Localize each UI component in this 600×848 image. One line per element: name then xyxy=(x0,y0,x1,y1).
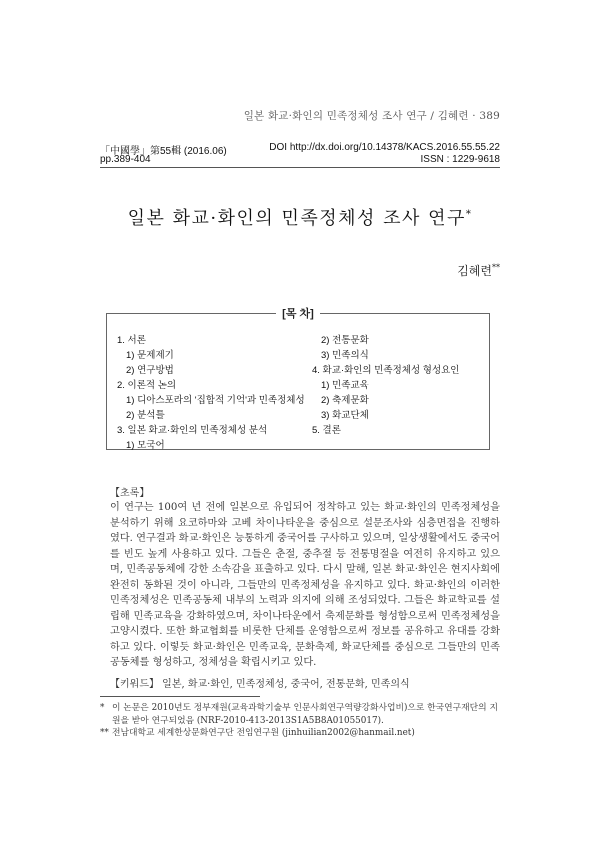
toc-item: 4. 화교·화인의 민족정체성 형성요인 xyxy=(312,365,460,376)
paper-title-text: 일본 화교·화인의 민족정체성 조사 연구 xyxy=(127,208,466,229)
toc-item: 1) 문제제기 xyxy=(126,350,174,361)
toc-item: 2) 연구방법 xyxy=(126,365,174,376)
footnote-author-affiliation xyxy=(100,727,500,740)
toc-item: 2) 축제문화 xyxy=(321,395,369,406)
toc-item: 3. 일본 화교·화인의 민족정체성 분석 xyxy=(117,425,268,436)
toc-item: 1) 민족교육 xyxy=(321,380,369,391)
toc-item: 3) 민족의식 xyxy=(321,350,369,361)
footnote-text: 원을 받아 연구되었음 (NRF-2010-413-2013S1A5B8A01055017). xyxy=(112,715,384,726)
toc-item: 1. 서론 xyxy=(117,335,146,346)
doi-link[interactable]: DOI http://dx.doi.org/10.14378/KACS.2016.55.55.22 xyxy=(269,142,500,153)
footnote-text: 전남대학교 세계한상문화연구단 전임연구원 (jinhuilian2002@hanmail.net) xyxy=(112,728,415,738)
title-footnote-mark[interactable]: * xyxy=(465,209,473,220)
abstract-label: 【초록】 xyxy=(110,488,150,499)
toc-item: 5. 결론 xyxy=(312,425,341,436)
toc-item: 3) 화교단체 xyxy=(321,410,369,421)
author-footnote-mark[interactable]: ** xyxy=(492,263,500,272)
toc-item: 2. 이론적 논의 xyxy=(117,380,177,391)
journal-meta-row-2 xyxy=(100,154,500,165)
toc-heading: [목 차] xyxy=(107,305,489,321)
footnote-mark: ** xyxy=(100,728,109,738)
toc-item: 1) 디아스포라의 '집합적 기억'과 민족정체성 xyxy=(126,395,305,406)
meta-divider xyxy=(100,167,500,168)
running-header: 일본 화교·화인의 민족정체성 조사 연구 / 김혜련 · 389 xyxy=(243,110,500,122)
paper-title xyxy=(0,204,600,230)
keywords: 【키워드】 일본, 화교·화인, 민족정체성, 중국어, 전통문화, 민족의식 xyxy=(110,679,410,690)
toc-item: 1) 모국어 xyxy=(126,440,165,451)
toc-item: 2) 분석틀 xyxy=(126,410,165,421)
toc-right-column xyxy=(312,333,487,438)
footnote-text: 이 논문은 2010년도 정부재원(교육과학기술부 인문사회연구역량강화사업비)으로 한국연구재단의 지 xyxy=(112,703,498,713)
toc-left-column xyxy=(117,333,317,453)
author xyxy=(457,262,500,279)
toc-item: 2) 전통문화 xyxy=(321,335,369,346)
footnote-funding xyxy=(100,702,500,727)
abstract-text: 이 연구는 100여 년 전에 일본으로 유입되어 정착하고 있는 화교·화인의 민족정체성을 분석하기 위해 요코하마와 고베 차이나타운을 중심으로 설문조사와 심층면접을 진행하였다. 연구결과 화교·화인은 능통하게 중국어를 구사하고 있으며, 일상생활에서도 중국어를 빈도 높게 사용하고 있다. 그들은 춘절, 중추절 등 전통명절을 여전히 유지하고 있으며, 민족공동체에 강한 소속감을 표출하고 있다. 다시 말해, 일본 화교·화인은 현지사회에 완전히 동화된 것이 아니라, 그들만의 민족정체성을 유지하고 있다. 화교·화인의 이러한 민족정체성은 민족공동체 내부의 노력과 의지에 의해 조성되었다. 그들은 화교학교를 설립해 민족교육을 강화하였으며, 차이나타운에서 축제문화를 형성함으로써 민족정체성을 고양시켰다. 또한 화교협회를 비롯한 단체를 운영함으로써 정보를 공유하고 유대를 강화하고 있다. 이렇듯 화교·화인은 민족교육, 문화축제, 화교단체를 중심으로 그들만의 민족공동체를 형성하고, 정체성을 확립시키고 있다. xyxy=(110,502,500,668)
issn: ISSN : 1229-9618 xyxy=(420,154,500,165)
journal-name: 「中國學」第55輯 (2016.06) xyxy=(100,146,227,157)
author-name: 김혜련 xyxy=(457,264,492,278)
page-range: pp.389-404 xyxy=(100,154,151,165)
table-of-contents xyxy=(106,308,490,451)
footnote-mark: * xyxy=(100,703,105,713)
footnote-divider xyxy=(100,696,260,697)
